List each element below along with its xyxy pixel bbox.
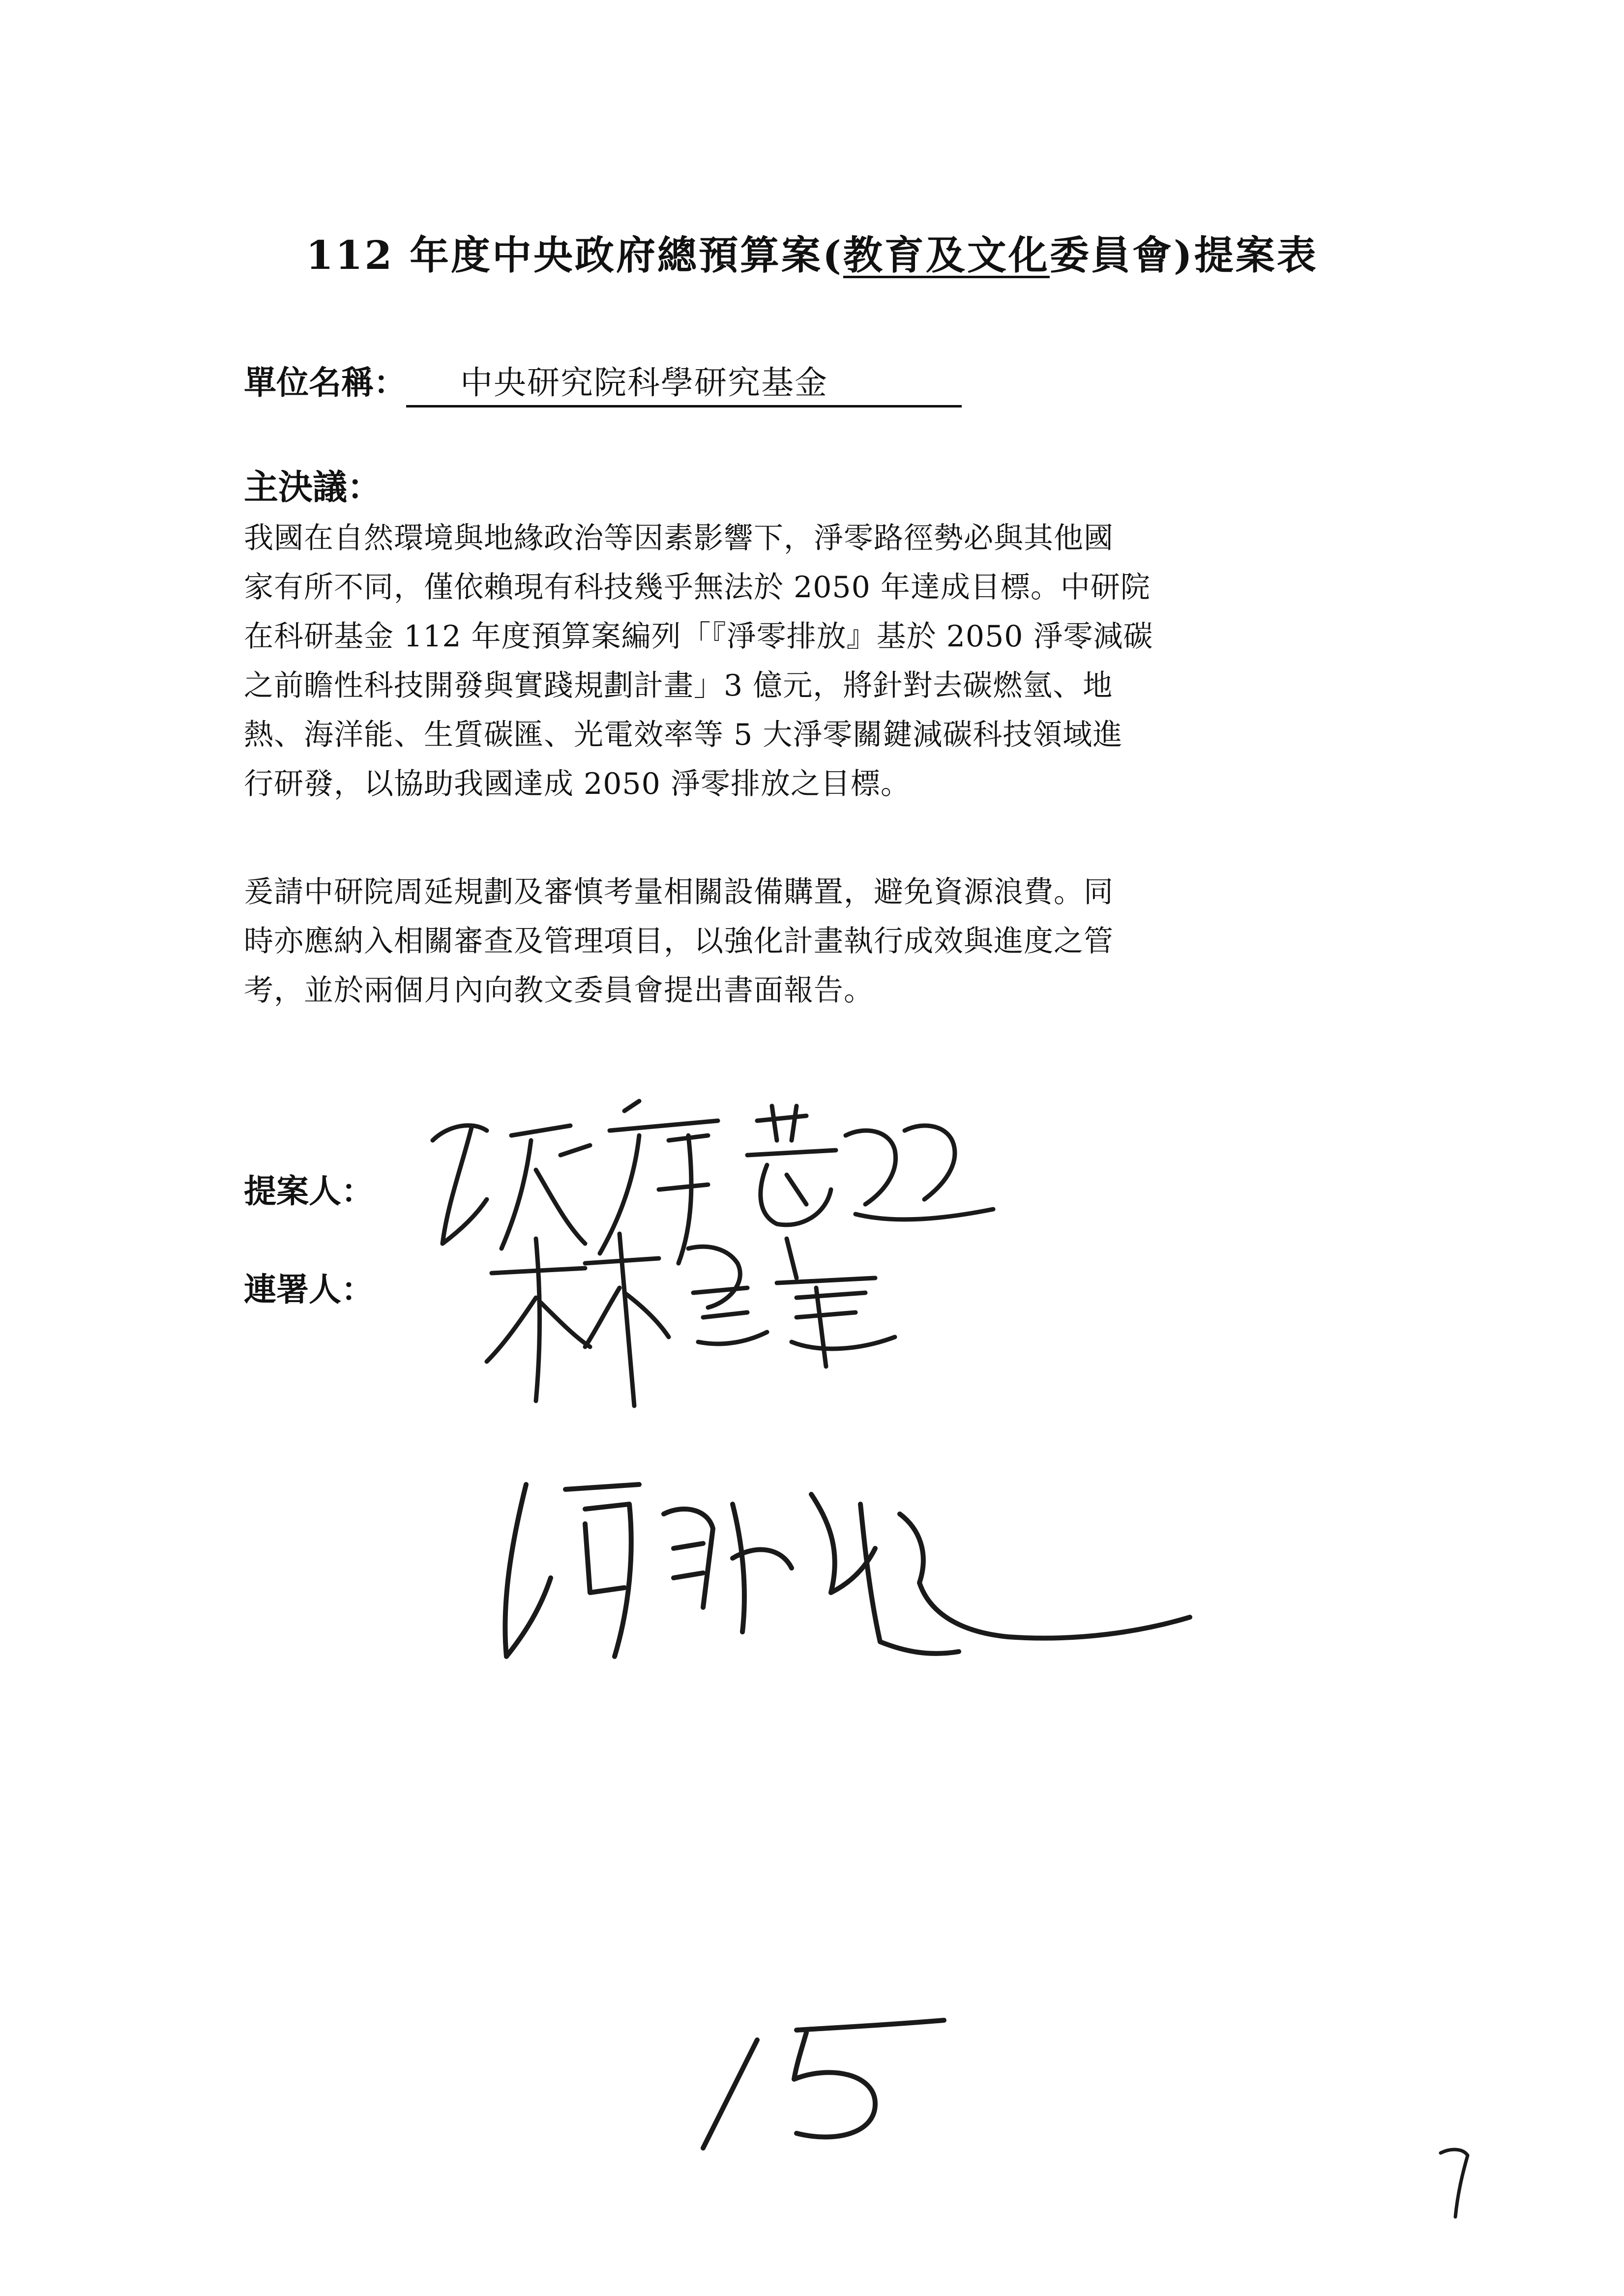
resolution-heading: 主決議： — [244, 466, 382, 507]
resolution-paragraph-2 — [244, 868, 1385, 1015]
paragraph-line: 行研發，以協助我國達成 2050 淨零排放之目標。 — [244, 767, 911, 801]
page-title — [0, 224, 1624, 280]
paragraph-line: 我國在自然環境與地緣政治等因素影響下，淨零路徑勢必與其他國 — [244, 521, 1114, 555]
proposer-label: 提案人： — [244, 1172, 374, 1210]
unit-label: 單位名稱： — [244, 363, 406, 402]
handwritten-corner-mark — [1436, 2143, 1475, 2222]
title-suffix: 委員會)提案表 — [1049, 232, 1318, 278]
title-committee: 教育及文化 — [843, 232, 1050, 278]
paragraph-line: 爰請中研院周延規劃及審慎考量相關設備購置，避免資源浪費。同 — [244, 875, 1114, 909]
cosigner-signature-1 — [472, 1219, 924, 1425]
paragraph-line: 家有所不同，僅依賴現有科技幾乎無法於 2050 年達成目標。中研院 — [244, 570, 1151, 605]
unit-value: 中央研究院科學研究基金 — [406, 356, 962, 407]
paragraph-line: 在科研基金 112 年度預算案編列「『淨零排放』基於 2050 淨零減碳 — [244, 619, 1153, 654]
paragraph-line: 之前瞻性科技開發與實踐規劃計畫」3 億元，將針對去碳燃氫、地 — [244, 668, 1113, 703]
resolution-paragraph-1 — [244, 514, 1385, 809]
cosigner-label: 連署人： — [244, 1270, 374, 1308]
unit-row — [244, 356, 962, 407]
title-prefix: 112 年度中央政府總預算案( — [306, 232, 843, 278]
handwritten-page-number — [688, 2010, 964, 2158]
cosigner-signature-2 — [487, 1445, 1214, 1701]
paragraph-line: 考，並於兩個月內向教文委員會提出書面報告。 — [244, 973, 874, 1008]
paragraph-line: 時亦應納入相關審查及管理項目，以強化計畫執行成效與進度之管 — [244, 924, 1114, 959]
paragraph-line: 熱、海洋能、生質碳匯、光電效率等 5 大淨零關鍵減碳科技領域進 — [244, 718, 1123, 752]
